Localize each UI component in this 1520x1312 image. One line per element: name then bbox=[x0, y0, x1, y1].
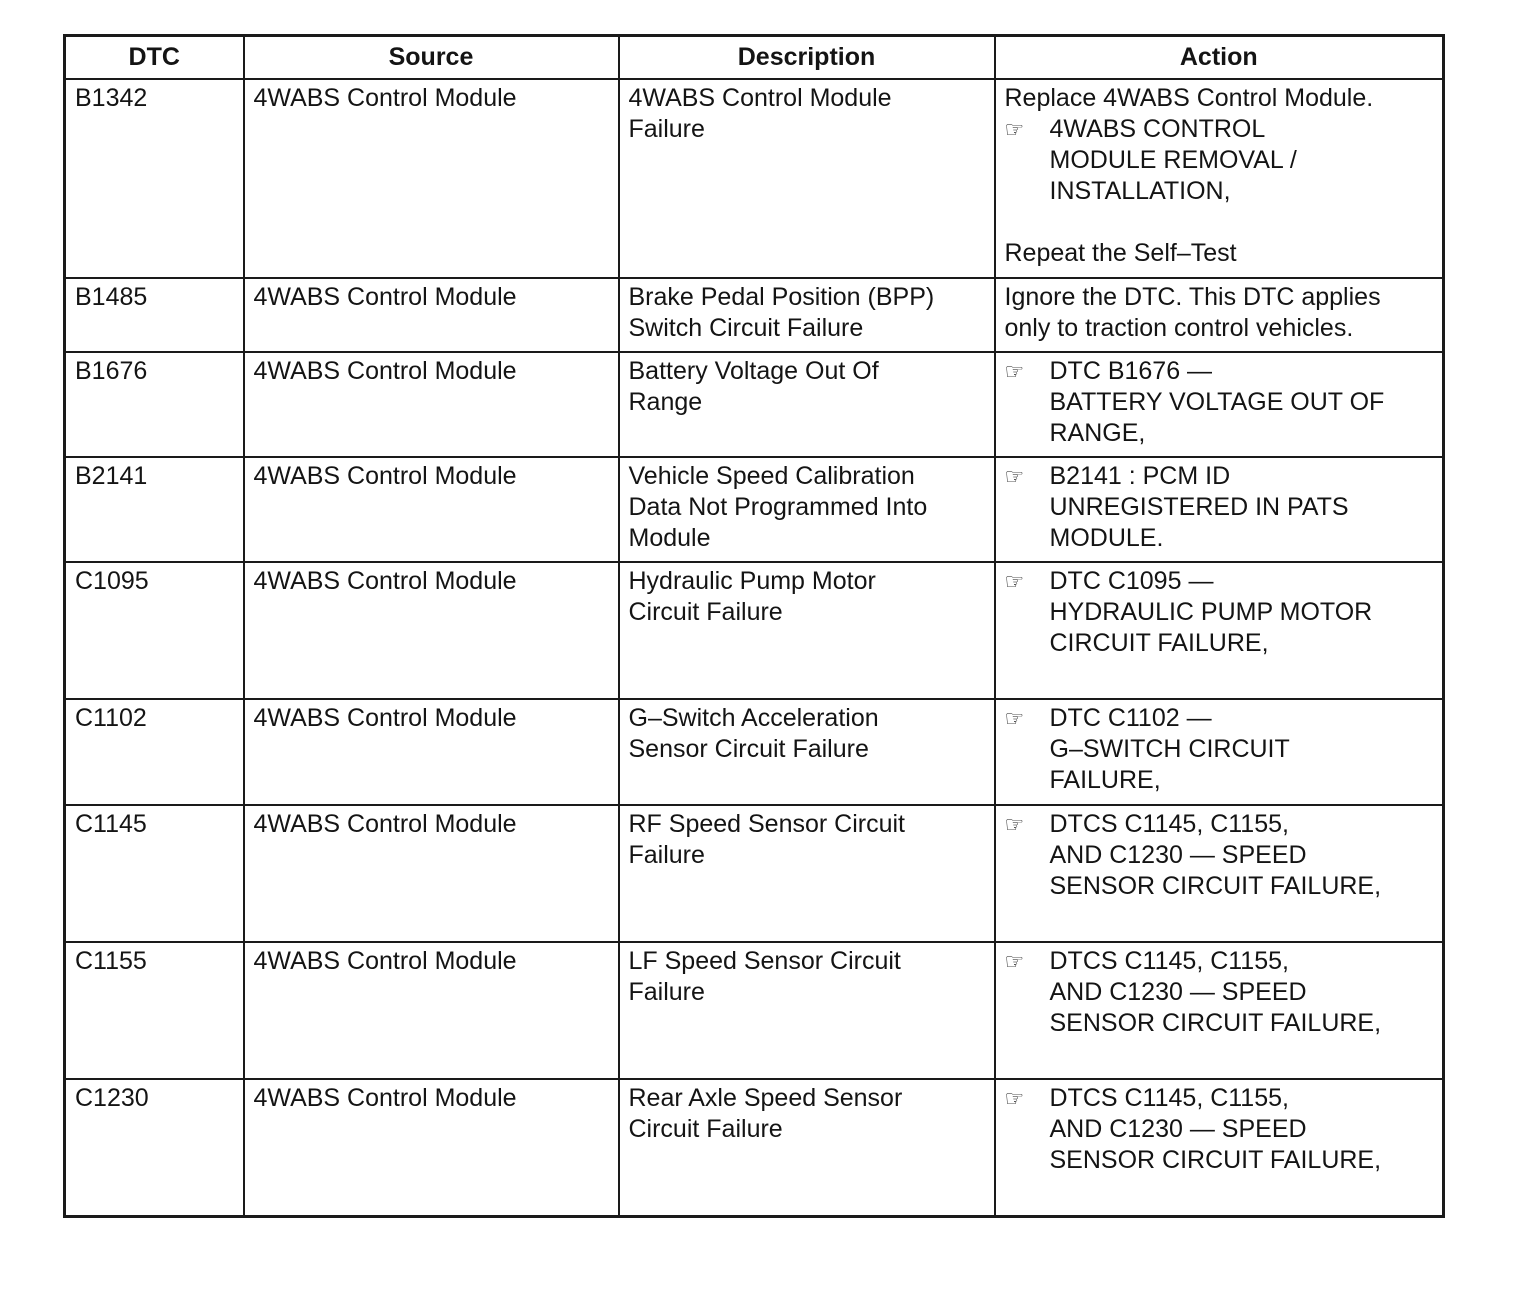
cell-action bbox=[995, 79, 1444, 278]
cell-action bbox=[995, 942, 1444, 1079]
action-reference-line: ☞ DTCS C1145, C1155, bbox=[1004, 1084, 1289, 1112]
cell-action bbox=[995, 352, 1444, 457]
action-line: Replace 4WABS Control Module. bbox=[1004, 84, 1374, 112]
action-reference-line: MODULE REMOVAL / bbox=[1049, 146, 1297, 174]
cell-source: 4WABS Control Module bbox=[244, 805, 619, 942]
description-line: Failure bbox=[628, 978, 705, 1006]
description-line: Circuit Failure bbox=[628, 598, 783, 626]
pointing-hand-icon: ☞ bbox=[1004, 949, 1025, 974]
action-line: Repeat the Self–Test bbox=[1004, 239, 1237, 267]
cell-description bbox=[619, 1079, 995, 1216]
description-line: Brake Pedal Position (BPP) bbox=[628, 283, 935, 311]
cell-source: 4WABS Control Module bbox=[244, 699, 619, 805]
cell-description bbox=[619, 805, 995, 942]
action-reference-line: ☞ DTCS C1145, C1155, bbox=[1004, 947, 1289, 975]
table-row bbox=[65, 942, 1444, 1079]
cell-source: 4WABS Control Module bbox=[244, 1079, 619, 1216]
action-reference-line: G–SWITCH CIRCUIT bbox=[1049, 735, 1290, 763]
action-reference-line: AND C1230 — SPEED bbox=[1049, 841, 1307, 869]
cell-source: 4WABS Control Module bbox=[244, 457, 619, 562]
cell-dtc: C1155 bbox=[65, 942, 244, 1079]
table-row bbox=[65, 79, 1444, 278]
description-line: Module bbox=[628, 524, 711, 552]
description-line: Failure bbox=[628, 841, 705, 869]
cell-dtc: C1102 bbox=[65, 699, 244, 805]
action-reference-line: ☞ DTC C1095 — bbox=[1004, 567, 1214, 595]
cell-description bbox=[619, 352, 995, 457]
action-reference-line: AND C1230 — SPEED bbox=[1049, 1115, 1307, 1143]
cell-description bbox=[619, 79, 995, 278]
table-row bbox=[65, 457, 1444, 562]
description-line: Rear Axle Speed Sensor bbox=[628, 1084, 903, 1112]
action-reference-line: HYDRAULIC PUMP MOTOR bbox=[1049, 598, 1373, 626]
action-reference-line: RANGE, bbox=[1049, 419, 1146, 447]
action-reference-line: FAILURE, bbox=[1049, 766, 1161, 794]
cell-source: 4WABS Control Module bbox=[244, 278, 619, 352]
header-action: Action bbox=[995, 36, 1444, 80]
pointing-hand-icon: ☞ bbox=[1004, 706, 1025, 731]
action-reference-line: CIRCUIT FAILURE, bbox=[1049, 629, 1269, 657]
action-reference-line: ☞ DTCS C1145, C1155, bbox=[1004, 810, 1289, 838]
pointing-hand-icon: ☞ bbox=[1004, 464, 1025, 489]
action-reference-line: UNREGISTERED IN PATS bbox=[1049, 493, 1349, 521]
table-row bbox=[65, 1079, 1444, 1216]
description-line: Range bbox=[628, 388, 703, 416]
cell-action bbox=[995, 1079, 1444, 1216]
pointing-hand-icon: ☞ bbox=[1004, 812, 1025, 837]
description-line: Vehicle Speed Calibration bbox=[628, 462, 915, 490]
pointing-hand-icon: ☞ bbox=[1004, 359, 1025, 384]
description-line: 4WABS Control Module bbox=[628, 84, 892, 112]
action-reference-line: SENSOR CIRCUIT FAILURE, bbox=[1049, 1009, 1382, 1037]
dtc-table bbox=[63, 34, 1445, 1218]
header-dtc: DTC bbox=[65, 36, 244, 80]
description-line: Circuit Failure bbox=[628, 1115, 783, 1143]
action-reference-line: SENSOR CIRCUIT FAILURE, bbox=[1049, 872, 1382, 900]
description-line: LF Speed Sensor Circuit bbox=[628, 947, 901, 975]
cell-source: 4WABS Control Module bbox=[244, 352, 619, 457]
action-reference-line: SENSOR CIRCUIT FAILURE, bbox=[1049, 1146, 1382, 1174]
action-reference-line: BATTERY VOLTAGE OUT OF bbox=[1049, 388, 1385, 416]
cell-dtc: B1676 bbox=[65, 352, 244, 457]
cell-dtc: B2141 bbox=[65, 457, 244, 562]
header-source: Source bbox=[244, 36, 619, 80]
action-reference-line: ☞ DTC B1676 — bbox=[1004, 357, 1213, 385]
table-row bbox=[65, 699, 1444, 805]
action-reference-line: ☞ B2141 : PCM ID bbox=[1004, 462, 1231, 490]
description-line: Battery Voltage Out Of bbox=[628, 357, 879, 385]
cell-action bbox=[995, 805, 1444, 942]
action-reference-line: INSTALLATION, bbox=[1049, 177, 1231, 205]
cell-dtc: C1230 bbox=[65, 1079, 244, 1216]
cell-description bbox=[619, 278, 995, 352]
cell-dtc: B1485 bbox=[65, 278, 244, 352]
cell-action bbox=[995, 699, 1444, 805]
action-reference-line: MODULE. bbox=[1049, 524, 1164, 552]
header-row bbox=[65, 36, 1444, 80]
description-line: Failure bbox=[628, 115, 705, 143]
cell-dtc: C1145 bbox=[65, 805, 244, 942]
table-row bbox=[65, 278, 1444, 352]
pointing-hand-icon: ☞ bbox=[1004, 569, 1025, 594]
action-spacer bbox=[1005, 207, 1434, 238]
header-description: Description bbox=[619, 36, 995, 80]
cell-action bbox=[995, 278, 1444, 352]
cell-action bbox=[995, 562, 1444, 699]
cell-source: 4WABS Control Module bbox=[244, 79, 619, 278]
cell-dtc: C1095 bbox=[65, 562, 244, 699]
cell-dtc: B1342 bbox=[65, 79, 244, 278]
table-row bbox=[65, 562, 1444, 699]
action-reference-line: ☞ 4WABS CONTROL bbox=[1004, 115, 1266, 143]
pointing-hand-icon: ☞ bbox=[1004, 1086, 1025, 1111]
pointing-hand-icon: ☞ bbox=[1004, 117, 1025, 142]
cell-source: 4WABS Control Module bbox=[244, 562, 619, 699]
description-line: G–Switch Acceleration bbox=[628, 704, 879, 732]
cell-description bbox=[619, 562, 995, 699]
description-line: Sensor Circuit Failure bbox=[628, 735, 869, 763]
action-reference-line: ☞ DTC C1102 — bbox=[1004, 704, 1212, 732]
action-line: only to traction control vehicles. bbox=[1004, 314, 1354, 342]
description-line: Hydraulic Pump Motor bbox=[628, 567, 876, 595]
table-row bbox=[65, 805, 1444, 942]
cell-description bbox=[619, 457, 995, 562]
description-line: Data Not Programmed Into bbox=[628, 493, 928, 521]
table-row bbox=[65, 352, 1444, 457]
description-line: RF Speed Sensor Circuit bbox=[628, 810, 906, 838]
action-reference-line: AND C1230 — SPEED bbox=[1049, 978, 1307, 1006]
action-line: Ignore the DTC. This DTC applies bbox=[1004, 283, 1381, 311]
cell-description bbox=[619, 699, 995, 805]
cell-source: 4WABS Control Module bbox=[244, 942, 619, 1079]
cell-description bbox=[619, 942, 995, 1079]
description-line: Switch Circuit Failure bbox=[628, 314, 864, 342]
cell-action bbox=[995, 457, 1444, 562]
